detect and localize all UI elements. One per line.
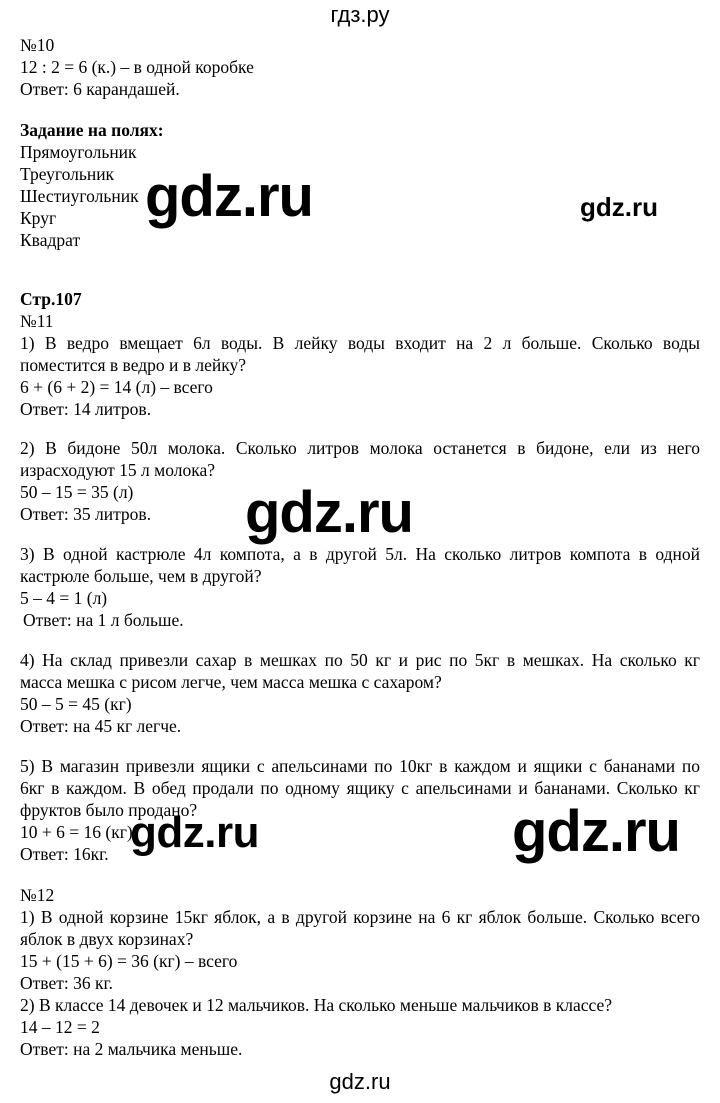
problem-text: поместится в ведро и в лейку? xyxy=(20,355,247,375)
problem-text: 6кг в каждом. В обед продали по одному ящику с апельсинами и бананами. Сколько кг xyxy=(20,778,700,798)
task11-number: №11 xyxy=(20,311,54,331)
watermark-logo: gdz.ru xyxy=(512,799,680,864)
page-label: Стр.107 xyxy=(20,289,82,309)
problem-answer: Ответ: 36 кг. xyxy=(20,973,114,993)
problem-answer: Ответ: на 1 л больше. xyxy=(23,610,184,630)
problem-text: яблок в двух корзинах? xyxy=(20,929,194,949)
watermark-logo: gdz.ru xyxy=(580,192,658,222)
task10-number: №10 xyxy=(20,35,55,55)
problem-solution: 5 – 4 = 1 (л) xyxy=(20,588,108,608)
watermark-logo: gdz.ru xyxy=(245,480,413,545)
problem-text: масса мешка с рисом легче, чем масса мешка с сахаром? xyxy=(20,672,442,692)
task10-answer: Ответ: 6 карандашей. xyxy=(20,79,180,99)
problem-answer: Ответ: на 2 мальчика меньше. xyxy=(20,1039,243,1059)
problem-solution: 50 – 5 = 45 (кг) xyxy=(20,694,132,714)
problem-text: 5) В магазин привезли ящики с апельсинами по 10кг в каждом и ящики с бананами по xyxy=(20,756,700,776)
problem-solution: 14 – 12 = 2 xyxy=(20,1017,100,1037)
problem-answer: Ответ: 14 литров. xyxy=(20,399,152,419)
margin-task-title: Задание на полях: xyxy=(20,120,164,140)
problem-text: 4) На склад привезли сахар в мешках по 50 кг и рис по 5кг в мешках. На сколько кг xyxy=(20,650,700,670)
problem-answer: Ответ: 35 литров. xyxy=(20,504,152,524)
problem-text: фруктов было продано? xyxy=(20,800,198,820)
problem-text: 1) В ведро вмещает 6л воды. В лейку воды входит на 2 л больше. Сколько воды xyxy=(20,333,700,353)
footer-watermark: gdz.ru xyxy=(329,1069,391,1094)
shape-item: Прямоугольник xyxy=(20,142,137,162)
shape-item: Круг xyxy=(20,208,57,228)
problem-text: израсходуют 15 л молока? xyxy=(20,460,216,480)
shape-item: Шестиугольник xyxy=(20,186,139,206)
task12-number: №12 xyxy=(20,885,55,905)
shape-item: Квадрат xyxy=(20,230,81,250)
problem-solution: 6 + (6 + 2) = 14 (л) – всего xyxy=(20,377,213,397)
problem-text: кастрюле больше, чем в другой? xyxy=(20,566,262,586)
problem-solution: 15 + (15 + 6) = 36 (кг) – всего xyxy=(20,951,238,971)
watermark-logo: gdz.ru xyxy=(145,164,313,229)
problem-answer: Ответ: 16кг. xyxy=(20,844,109,864)
task10-solution: 12 : 2 = 6 (к.) – в одной коробке xyxy=(20,57,254,77)
problem-solution: 10 + 6 = 16 (кг) xyxy=(20,822,133,842)
watermark-logo: gdz.ru xyxy=(130,808,259,857)
site-header: гдз.ру xyxy=(330,2,390,27)
problem-text: 2) В классе 14 девочек и 12 мальчиков. На сколько меньше мальчиков в классе? xyxy=(20,995,613,1015)
problem-text: 2) В бидоне 50л молока. Сколько литров молока останется в бидоне, ели из него xyxy=(20,438,700,458)
problem-text: 1) В одной корзине 15кг яблок, а в другой корзине на 6 кг яблок больше. Сколько всего xyxy=(20,907,700,927)
problem-answer: Ответ: на 45 кг легче. xyxy=(20,716,182,736)
problem-solution: 50 – 15 = 35 (л) xyxy=(20,482,134,502)
shape-item: Треугольник xyxy=(20,164,115,184)
problem-text: 3) В одной кастрюле 4л компота, а в другой 5л. На сколько литров компота в одной xyxy=(20,544,700,564)
